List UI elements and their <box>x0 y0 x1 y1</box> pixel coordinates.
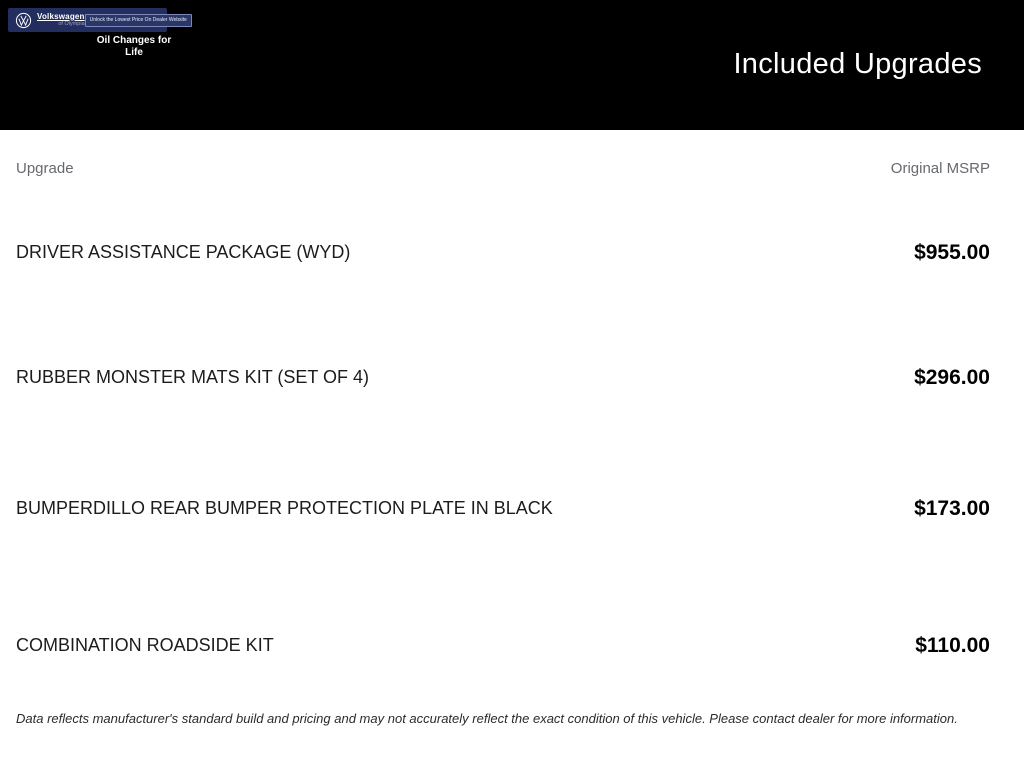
upgrade-name: COMBINATION ROADSIDE KIT <box>16 634 274 655</box>
unlock-price-button[interactable]: Unlock the Lowest Price On Dealer Website <box>85 14 192 27</box>
column-header-upgrade: Upgrade <box>16 160 74 177</box>
table-row <box>16 190 990 315</box>
page-header <box>0 0 1024 130</box>
dealer-brand-block <box>37 13 85 28</box>
table-header-row <box>16 160 990 180</box>
upgrade-name: DRIVER ASSISTANCE PACKAGE (WYD) <box>16 241 351 262</box>
table-row <box>16 441 990 576</box>
disclaimer-text: Data reflects manufacturer's standard build and pricing and may not accurately reflect the exact condition of this vehicle. Please contact dealer for more information. <box>16 711 958 726</box>
oil-changes-tagline: Oil Changes for Life <box>96 35 172 58</box>
dealer-brand-name: Volkswagen <box>37 11 85 21</box>
upgrades-table <box>0 130 1024 715</box>
dealer-banner[interactable] <box>8 8 187 32</box>
column-header-msrp: Original MSRP <box>890 160 990 177</box>
upgrade-price: $110.00 <box>915 633 990 657</box>
table-rows <box>16 190 990 715</box>
table-row <box>16 315 990 441</box>
upgrade-name: RUBBER MONSTER MATS KIT (SET OF 4) <box>16 367 370 388</box>
page-title: Included Upgrades <box>733 48 982 80</box>
upgrade-price: $296.00 <box>914 366 990 389</box>
upgrade-price: $173.00 <box>914 496 990 520</box>
upgrade-price: $955.00 <box>914 240 990 264</box>
dealer-location: of Olympia <box>58 20 85 27</box>
table-row <box>16 576 990 715</box>
upgrade-name: BUMPERDILLO REAR BUMPER PROTECTION PLATE IN BLACK <box>16 497 553 518</box>
vw-logo-icon <box>15 12 32 29</box>
